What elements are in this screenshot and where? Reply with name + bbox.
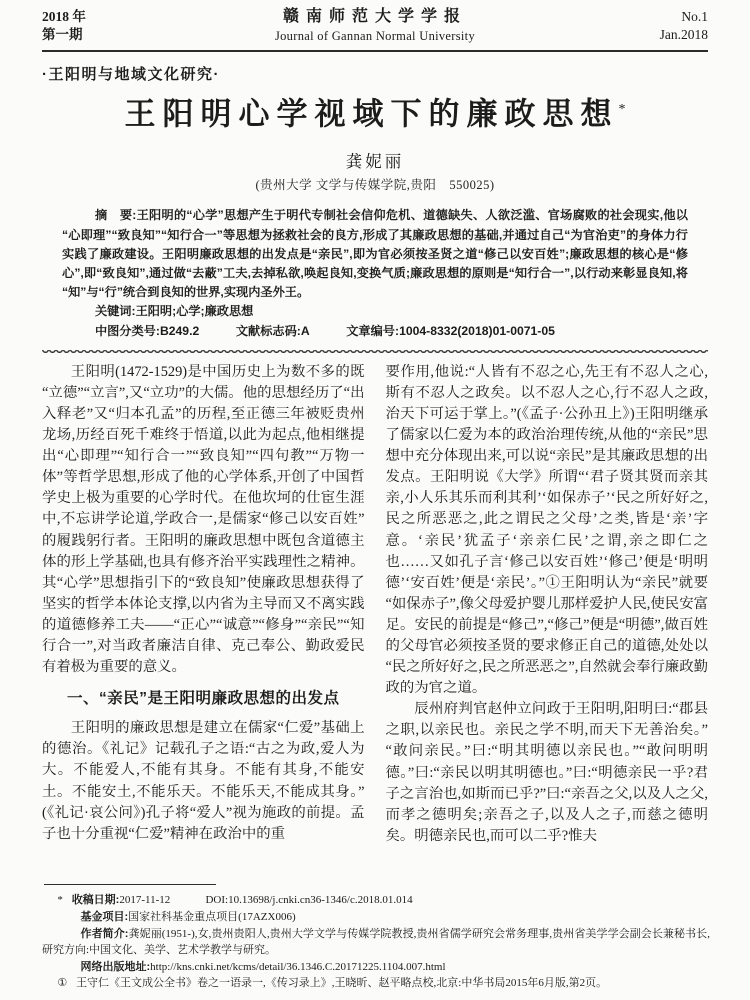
abstract-label: 摘 要: (94, 208, 137, 223)
body-paragraph: 要作用,他说:“人皆有不忍之心,先王有不忍人之心,斯有不忍人之政矣。以不忍人之心,行不忍人之政,治天下可运于掌上。”(《孟子·公孙丑上》)王阳明继承了儒家以仁爱为本的政治治理传统,从他的“亲民”思想中充分体现出来,可以说“亲民”是其廉政思想的出发点。王阳明说《大学》所谓“‘君子贤其贤而亲其亲,小人乐其乐而利其利’‘如保赤子’‘民之所好好之,民之所恶恶之,此之谓民之父母’之类,皆是‘亲’字意。‘亲民’犹孟子‘亲亲仁民’之谓,亲之即仁之也……又如孔子言‘修己以安百姓’‘修己’便是‘明明德’‘安百姓’便是‘亲民’。”①王阳明认为“亲民”就要“如保赤子”,像父母爱护婴儿那样爱护人民,使民安富足。安民的前提是“修己”,“修己”便是“明德”,做百姓的父母官必须按圣贤的要求修正自己的道德,处处以“民之所好好之,民之所恶恶之”,自然就会奉行廉政勤政的为官之道。 (385, 363, 708, 697)
footnote-label: 网络出版地址: (80, 960, 151, 973)
journal-title-en: Journal of Gannan Normal University (274, 29, 476, 43)
article-title (42, 90, 708, 134)
right-column (386, 362, 709, 870)
clc-value: B249.2 (159, 323, 200, 338)
body-paragraph: 辰州府判官赵仲立问政于王阳明,阳明曰:“郡县之职,以亲民也。亲民之学不明,而天下无善治矣。”“敢问亲民。”曰:“明其明德以亲民也。”“敢问明明德。”曰:“亲民以明其明德也。”曰:“明德亲民一乎?君子之言治也,如斯而已乎?”曰:“亲吾之父,以及人之父,而孝之德明矣;亲吾之子,以及人之子,而慈之德明矣。明德亲民也,而可以二乎?惟夫 (385, 701, 708, 844)
doc-code-value: A (300, 323, 310, 338)
footnote-marker: * (57, 894, 63, 907)
article-id-value: 1004-8332(2018)01-0071-05 (399, 323, 555, 338)
body-columns (42, 362, 708, 870)
masthead-date: Jan.2018 (659, 27, 708, 42)
footnote-line (42, 892, 710, 909)
article-id-label: 文章编号: (346, 323, 400, 338)
footnote-label: 基金项目: (80, 911, 129, 924)
footnote-label: 作者简介: (80, 927, 129, 940)
abstract-text: 王阳明的“心学”思想产生于明代专制社会信仰危机、道德缺失、人欲泛滥、官场腐败的社会现实,他以“心即理”“致良知”“知行合一”等思想为拯救社会的良方,形成了其廉政思想的基础,并通过自己“为官治吏”的身体力行实践了廉政建设。王阳明廉政思想的出发点是“亲民”,即为官必须按圣贤之道“修己以安百姓”;廉政思想的核心是“修心”,即“致良知”,通过做“去蔽”工夫,去掉私欲,唤起良知,变换气质;廉政思想的原则是“知行合一”,以行动来彰显良知,将“知”与“行”统合到良知的世界,实现内圣外王。 (62, 208, 688, 300)
footnote-line (42, 975, 710, 992)
body-paragraph: 王阳明(1472-1529)是中国历史上为数不多的既“立德”“立言”,又“立功”的大儒。他的思想经历了“出入释老”又“归本孔孟”的历程,至正德三年被贬贵州龙场,历经百死千难终于悟道,以此为起点,他相继提出“心即理”“知行合一”“致良知”“四句教”“万物一体”等哲学思想,形成了他的心学体系,开创了中国哲学史上极为重要的心学时代。在他坎坷的仕宦生涯中,不忘讲学论道,学政合一,是儒家“修己以安百姓”的履践躬行者。王阳明的廉政思想中既包含道德主体的形上学基础,也具有修齐治平实践理性之精神。其“心学”思想指引下的“致良知”使廉政思想获得了坚实的哲学本体论支撑,以内省为主导而又不离实践的道德修养工夫——“正心”“诚意”“修身”“亲民”“知行合一”,对当政者廉洁自律、克己奉公、勤政爱民有着极为重要的意义。 (42, 363, 365, 676)
body-paragraph: 王阳明的廉政思想是建立在儒家“仁爱”基础上的德治。《礼记》记载孔子之语:“古之为政,爱人为大。不能爱人,不能有其身。不能有其身,不能安土。不能安土,不能乐天。不能乐天,不能成其身。”(《礼记·哀公问》)孔子将“爱人”视为施政的前提。孟子也十分重视“仁爱”精神在政治中的重 (42, 720, 365, 842)
keywords-text: 王阳明;心学;廉政思想 (135, 304, 254, 319)
footnote-doi: DOI:10.13698/j.cnki.cn36-1346/c.2018.01.014 (205, 894, 413, 907)
masthead-number-block (616, 8, 708, 44)
masthead-journal-block (134, 8, 616, 45)
doc-code-label: 文献标志码: (235, 323, 301, 338)
footnote-text: 2017-11-12 (119, 894, 171, 907)
section-heading: 一、“亲民”是王阳明廉政思想的出发点 (66, 690, 340, 708)
masthead-issue: 第一期 (42, 27, 83, 42)
abstract-block (62, 206, 688, 340)
keywords-line (62, 302, 688, 321)
wave-separator (42, 350, 708, 356)
classification-line (62, 322, 688, 341)
keywords-label: 关键词: (94, 304, 136, 319)
footnote-marker: ① (57, 977, 68, 990)
footnote-list (42, 892, 710, 992)
footnote-line (42, 909, 710, 926)
masthead-year: 2018 年 (42, 9, 86, 24)
footnote-text: 国家社科基金重点项目(17AZX006) (128, 911, 296, 924)
title-footnote-mark: * (618, 102, 626, 117)
footnote-label: 收稿日期: (71, 894, 120, 907)
author-name: 龚妮丽 (345, 153, 405, 172)
footnote-area (42, 884, 710, 992)
footnote-text: 王守仁《王文成公全书》卷之一语录一,《传习录上》,王晓昕、赵平略点校,北京:中华书局2015年6月版,第2页。 (76, 977, 608, 990)
author-affiliation: (贵州大学 文学与传媒学院,贵阳 550025) (255, 178, 495, 193)
article-title-text: 王阳明心学视域下的廉政思想 (124, 96, 619, 132)
footnote-line (42, 959, 710, 976)
masthead-issue-block (42, 8, 134, 44)
left-column (42, 362, 365, 870)
journal-title-cn: 赣南师范大学学报 (282, 8, 467, 25)
footnote-line (42, 926, 710, 959)
special-column-label: ·王阳明与地域文化研究· (42, 66, 220, 83)
masthead (42, 8, 708, 52)
abstract-paragraph (62, 206, 688, 302)
clc-label: 中图分类号: (94, 323, 160, 338)
footnote-text: http://kns.cnki.net/kcms/detail/36.1346.C.20171225.1104.007.html (150, 960, 446, 973)
footnote-text: 龚妮丽(1951-),女,贵州贵阳人,贵州大学文学与传媒学院教授,贵州省儒学研究会常务理事,贵州省美学学会副会长兼秘书长,研究方向:中国文化、美学、艺术学教学与研究。 (42, 927, 710, 957)
footnote-rule (44, 884, 216, 885)
masthead-number: No.1 (681, 9, 708, 24)
